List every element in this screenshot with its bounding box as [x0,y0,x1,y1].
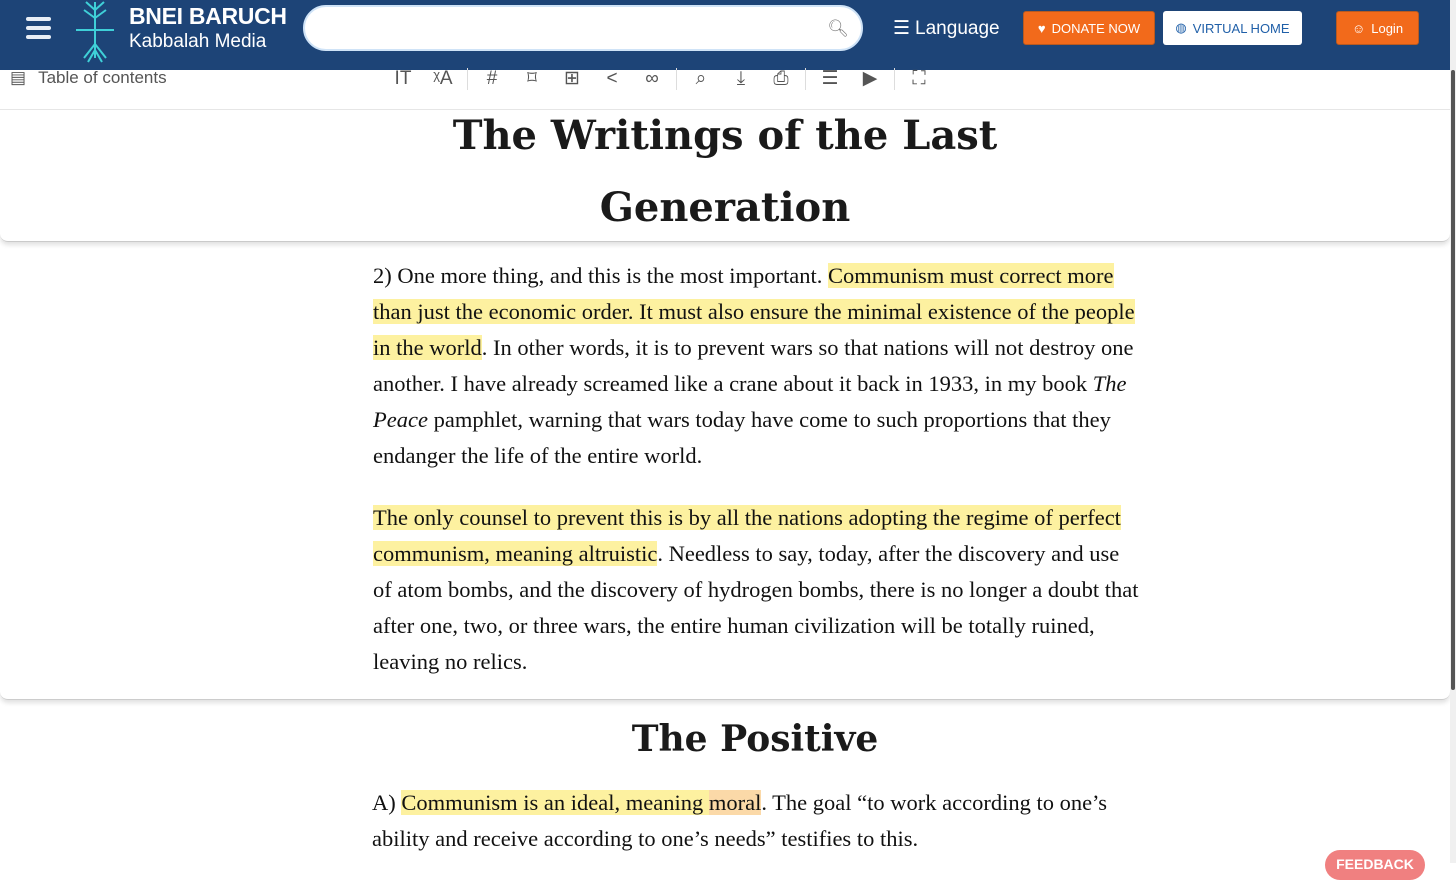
highlighted-text: The only counsel to prevent this is by all the nations adopting the regime of perfect communism, meaning altruistic [373,505,1121,566]
toc-label: Table of contents [38,68,167,87]
text-segment: . The goal “to work according to one’s ability and receive according to one’s needs” testifies to this. [372,790,1108,851]
page-title [0,100,1450,244]
paragraph-2 [373,500,1143,680]
title-line-1: The Writings of the Last [452,112,998,159]
bookmark-icon[interactable]: ⌑ [527,68,537,89]
title-line-2: Generation [599,184,851,231]
search-input[interactable] [303,5,863,51]
brand-name[interactable]: BNEI BARUCH [129,3,287,29]
notes-icon[interactable]: ☰ [821,68,839,89]
divider [894,68,895,90]
virtual-home-button[interactable] [1163,11,1302,45]
divider [467,68,468,90]
feedback-button[interactable]: FEEDBACK [1325,850,1425,880]
text-segment: . In other words, it is to prevent wars so that nations will not destroy one another. I have already screamed like a crane about it back in 1933, in my book [373,335,1134,396]
globe-icon: ◍ [1175,20,1187,35]
text-segment: . Needless to say, today, after the discovery and use of atom bombs, and the discovery of hydrogen bombs, there is no longer a doubt that after one, two, or three wars, the entire human civilization will be totally ruined, leaving no relics. [373,541,1139,674]
tree-logo-icon[interactable] [72,0,118,64]
donate-button[interactable] [1023,11,1155,45]
highlighted-text: moral [708,790,762,815]
login-label: Login [1371,20,1404,36]
heart-icon: ♥ [1037,20,1046,36]
donate-label: DONATE NOW [1051,20,1141,36]
paragraph-1 [373,258,1143,474]
download-icon[interactable]: ⤓ [736,67,746,89]
reader-toolbar [0,67,1450,110]
highlighted-text: Communism is an ideal, meaning [401,790,709,815]
divider [676,68,677,90]
scrollbar[interactable] [1450,0,1456,863]
scrollbar-thumb[interactable] [1451,70,1455,690]
sliders-icon: ☰ [893,18,911,39]
link-icon[interactable]: ∞ [645,67,659,89]
hashtag-icon[interactable]: # [486,67,498,89]
share-icon[interactable]: < [606,67,618,89]
text-segment: pamphlet, warning that wars today have come to such proportions that they endanger the life of the entire world. [373,407,1111,468]
top-header [0,0,1456,70]
search-icon[interactable]: 🔍︎ [827,19,849,38]
divider [805,68,806,90]
translate-icon[interactable]: ᵡA [433,67,453,89]
fullscreen-icon[interactable]: ⛶ [912,67,926,89]
font-size-icon[interactable]: IT [394,67,412,89]
text-segment: 2) One more thing, and this is the most important. [373,263,828,288]
title-card [0,100,1450,242]
print-icon[interactable]: ⎙ [773,67,789,89]
text-segment: A) [372,790,402,815]
virtual-home-label: VIRTUAL HOME [1192,20,1290,36]
menu-icon[interactable] [26,17,51,39]
play-icon[interactable]: ▶ [862,68,878,89]
paragraph-3 [372,785,1142,857]
section-title: The Positive [631,718,879,760]
login-button[interactable] [1336,11,1419,45]
user-icon: ☺ [1351,20,1366,36]
language-label: Language [915,17,1000,39]
text-segment: The Peace [373,371,1127,432]
highlighted-text: Communism must correct more than just the economic order. It must also ensure the minimal existence of the people in the world [373,263,1135,360]
brand-subtitle[interactable]: Kabbalah Media [129,31,267,52]
list-icon: ▤ [10,68,27,87]
search-icon[interactable]: ⌕ [695,67,707,89]
table-of-contents-button[interactable] [10,68,167,88]
add-note-icon[interactable]: ⊞ [564,68,580,89]
language-selector[interactable] [893,17,1000,40]
